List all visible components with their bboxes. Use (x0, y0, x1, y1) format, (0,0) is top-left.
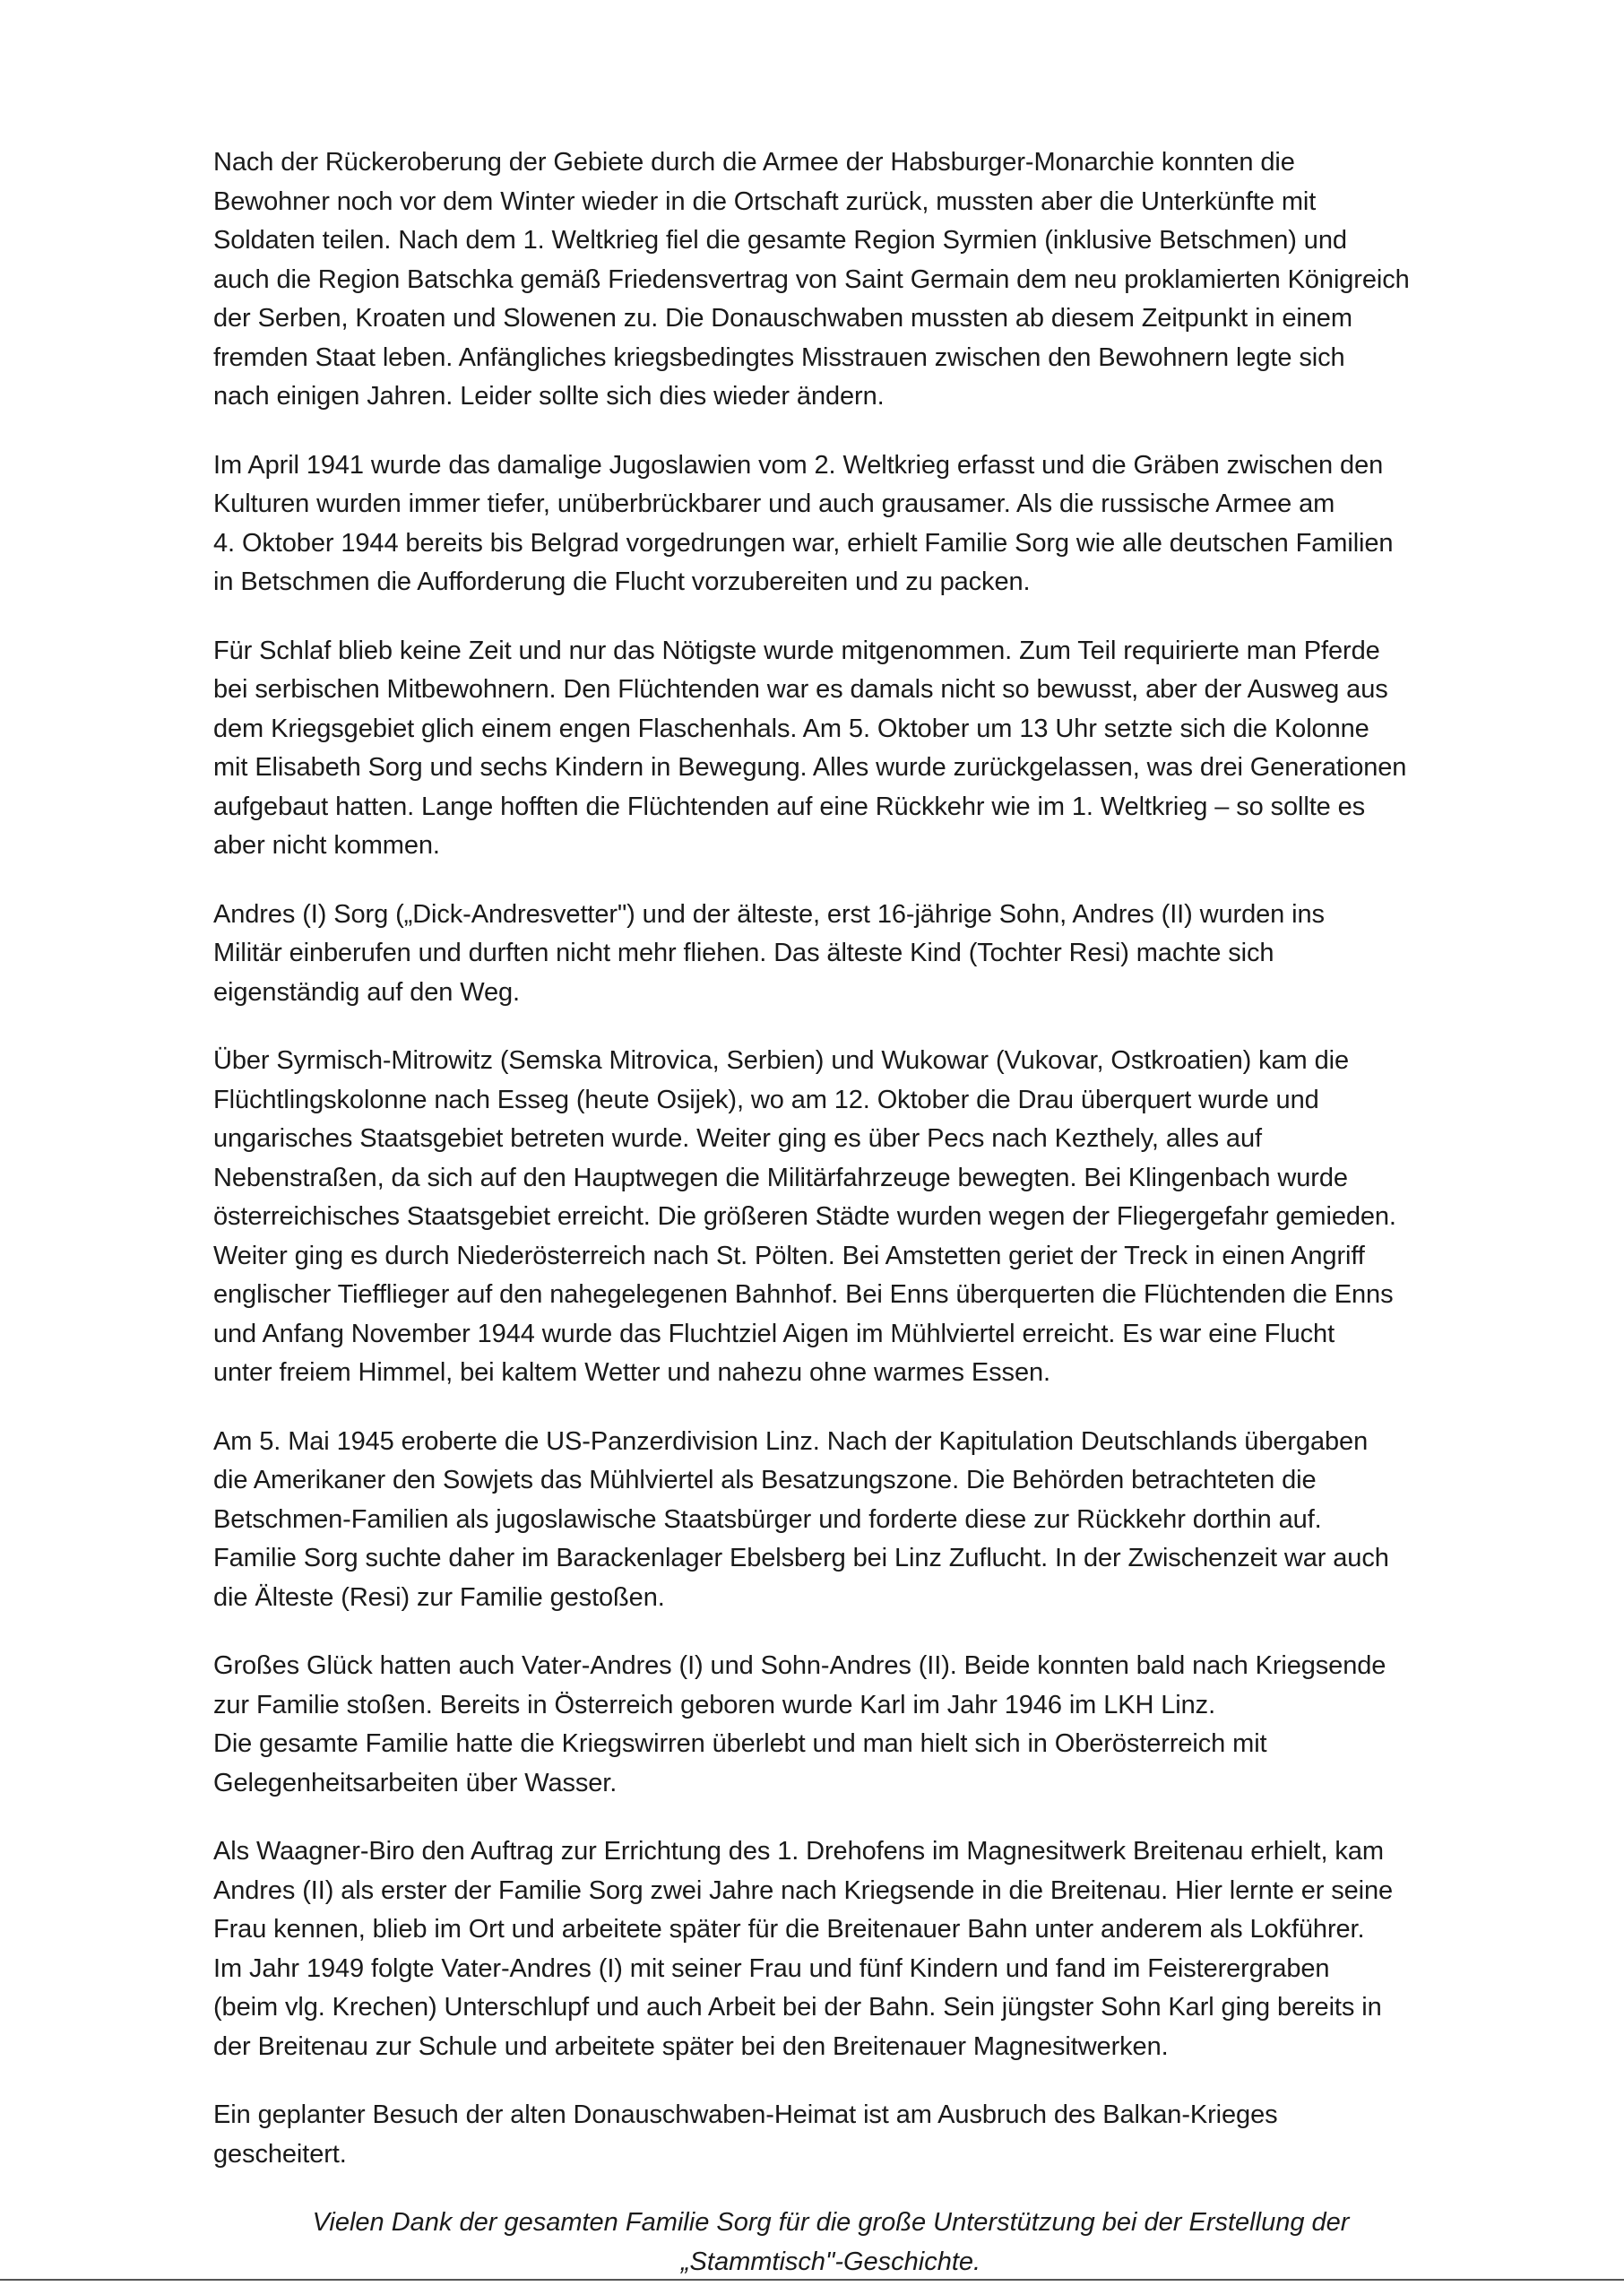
paragraph-8: Als Waagner-Biro den Auftrag zur Errichtung des 1. Drehofens im Magnesitwerk Breitenau erhielt, kam Andres (II) als erster der Familie Sorg zwei Jahre nach Kriegsende in die Breitenau. Hier lernte er seine Frau kennen, blieb im Ort und arbeitete später für die Breitenauer Bahn unter anderem als Lokführer. Im Jahr 1949 folgte Vater-Andres (I) mit seiner Frau und fünf Kindern und fand im Feisterergraben (beim vlg. Krechen) Unterschlupf und auch Arbeit bei der Bahn. Sein jüngster Sohn Karl ging bereits in der Breitenau zur Schule und arbeitete später bei den Breitenauer Magnesitwerken. (213, 1837, 1394, 2061)
bottom-scan-line (0, 2279, 1624, 2281)
closing-acknowledgement: Vielen Dank der gesamten Familie Sorg für die große Unterstützung bei der Erstellung der „Stammtisch"-Geschichte. (312, 2208, 1350, 2276)
paragraph-2: Im April 1941 wurde das damalige Jugoslawien vom 2. Weltkrieg erfasst und die Gräben zwischen den Kulturen wurden immer tiefer, unüberbrückbarer und auch grausamer. Als die russische Armee am 4. Oktober 1944 bereits bis Belgrad vorgedrungen war, erhielt Familie Sorg wie alle deutschen Familien in Betschmen die Aufforderung die Flucht vorzubereiten und zu packen. (213, 450, 1394, 596)
paragraph-1: Nach der Rückeroberung der Gebiete durch die Armee der Habsburger-Monarchie konnten die Bewohner noch vor dem Winter wieder in die Ortschaft zurück, mussten aber die Unterkünfte mit Soldaten teilen. Nach dem 1. Weltkrieg fiel die gesamte Region Syrmien (inklusive Betschmen) und auch die Region Batschka gemäß Friedensvertrag von Saint Germain dem neu proklamierten Königreich der Serben, Kroaten und Slowenen zu. Die Donauschwaben mussten ab diesem Zeitpunkt in einem fremden Staat leben. Anfängliches kriegsbedingtes Misstrauen zwischen den Bewohnern legte sich nach einigen Jahren. Leider sollte sich dies wieder ändern. (213, 148, 1410, 411)
paragraph-6: Am 5. Mai 1945 eroberte die US-Panzerdivision Linz. Nach der Kapitulation Deutschlands übergaben die Amerikaner den Sowjets das Mühlviertel als Besatzungszone. Die Behörden betrachteten die Betschmen-Familien als jugoslawische Staatsbürger und forderte diese zur Rückkehr dorthin auf. Familie Sorg suchte daher im Barackenlager Ebelsberg bei Linz Zuflucht. In der Zwischenzeit war auch die Älteste (Resi) zur Familie gestoßen. (213, 1426, 1389, 1612)
paragraph-4: Andres (I) Sorg („Dick-Andresvetter") und der älteste, erst 16-jährige Sohn, Andres (II) wurden ins Militär einberufen und durften nicht mehr fliehen. Das älteste Kind (Tochter Resi) machte sich eigenständig auf den Weg. (213, 899, 1325, 1007)
document-page (213, 143, 1448, 2282)
paragraph-3: Für Schlaf blieb keine Zeit und nur das Nötigste wurde mitgenommen. Zum Teil requirierte man Pferde bei serbischen Mitbewohnern. Den Flüchtenden war es damals nicht so bewusst, aber der Ausweg aus dem Kriegsgebiet glich einem engen Flaschenhals. Am 5. Oktober um 13 Uhr setzte sich die Kolonne mit Elisabeth Sorg und sechs Kindern in Bewegung. Alles wurde zurückgelassen, was drei Generationen aufgebaut hatten. Lange hofften die Flüchtenden auf eine Rückkehr wie im 1. Weltkrieg – so sollte es aber nicht kommen. (213, 636, 1407, 860)
paragraph-5: Über Syrmisch-Mitrowitz (Semska Mitrovica, Serbien) und Wukowar (Vukovar, Ostkroatien) kam die Flüchtlingskolonne nach Esseg (heute Osijek), wo am 12. Oktober die Drau überquert wurde und ungarisches Staatsgebiet betreten wurde. Weiter ging es über Pecs nach Kezthely, alles auf Nebenstraßen, da sich auf den Hauptwegen die Militärfahrzeuge bewegten. Bei Klingenbach wurde österreichisches Staatsgebiet erreicht. Die größeren Städte wurden wegen der Fliegergefahr gemieden. Weiter ging es durch Niederösterreich nach St. Pölten. Bei Amstetten geriet der Treck in einen Angriff englischer Tiefflieger auf den nahegelegenen Bahnhof. Bei Enns überquerten die Flüchtenden die Enns und Anfang November 1944 wurde das Fluchtziel Aigen im Mühlviertel erreicht. Es war eine Flucht unter freiem Himmel, bei kaltem Wetter und nahezu ohne warmes Essen. (213, 1046, 1396, 1387)
paragraph-9: Ein geplanter Besuch der alten Donauschwaben-Heimat ist am Ausbruch des Balkan-Krieges gescheitert. (213, 2100, 1278, 2169)
paragraph-7: Großes Glück hatten auch Vater-Andres (I) und Sohn-Andres (II). Beide konnten bald nach Kriegsende zur Familie stoßen. Bereits in Österreich geboren wurde Karl im Jahr 1946 im LKH Linz. Die gesamte Familie hatte die Kriegswirren überlebt und man hielt sich in Oberösterreich mit Gelegenheitsarbeiten über Wasser. (213, 1651, 1386, 1797)
